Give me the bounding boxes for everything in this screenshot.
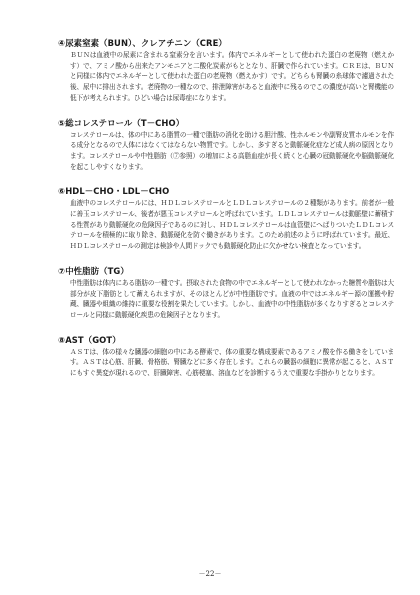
section-heading: ④尿素窒素（BUN）、クレアチニン（CRE）	[58, 38, 227, 48]
section-total-cholesterol	[58, 118, 394, 173]
section-heading: ⑧AST（GOT）	[58, 334, 121, 345]
section-heading: ⑦中性脂肪（TG）	[58, 265, 129, 276]
section-triglyceride	[58, 266, 394, 321]
section-body: 血液中のコレステロールには、ＨＤＬコレステロールとＬＤＬコレステロールの２種類があります。前者が一般に善玉コレステロール、後者が悪玉コレステロールと呼ばれています。ＬＤＬコレステロールは動脈壁に蓄積する性質があり動脈硬化の危険因子であるのに対し、ＨＤＬコレステロールは血管壁にへばりついたＬＤＬコレステロールを積極的に取り除き、動脈硬化を防ぐ働きがあります。このため前述のように呼ばれています。最近、ＨＤＬコレステロールの測定は検診や人間ドックでも動脈硬化防止に欠かせない検査となっています。	[70, 199, 394, 251]
section-hdl-ldl	[58, 186, 394, 252]
document-page	[58, 38, 394, 393]
page-number: －22－	[198, 570, 222, 578]
section-ast-got	[58, 335, 394, 379]
section-body: コレステロールは、体の中にある脂質の一種で脂肪の消化を助ける胆汁酸、性ホルモンや副腎皮質ホルモンを作る成分となるので人体にはなくてはならない物質です。しかし、多すぎると動脈硬化症など成人病の原因となります。コレステロールや中性脂肪（⑦参照）の増加による高脂血症が長く続くと心臓の冠動脈硬化や脳動脈硬化を起こしやすくなります。	[70, 130, 394, 171]
section-body: ＢＵＮは血液中の尿素に含まれる窒素分を言います。体内でエネルギーとして使われた蛋白の老廃物（燃えかす）で、アミノ酸から出来たアンモニアと二酸化炭素がもととなり、肝臓で作られています。ＣＲＥは、ＢＵＮと同様に体内でエネルギーとして使われた蛋白の老廃物（燃えかす）です。どちらも腎臓の糸球体で濾過された後、尿中に排出されます。老廃物の一種なので、排泄障害があると血液中に残るのでこの濃度が高いと腎機能の低下が考えられます。ひどい場合は尿毒症になります。	[70, 51, 394, 102]
section-heading: ⑥HDL－CHO・LDL－CHO	[58, 186, 170, 197]
section-body: 中性脂肪は体内にある脂肪の一種です。摂取された食物の中でエネルギーとして使われなかった糖質や脂肪は大部分が皮下脂肪として蓄えられますが、そのほとんどが中性脂肪です。血液の中ではエネルギー源の運搬や貯蔵、臓器や組織の維持に重要な役割を果たしています。しかし、血液中の中性脂肪が多くなりすぎるとコレステロールと同様に動脈硬化疾患の危険因子となります。	[70, 278, 394, 319]
section-body: ＡＳＴは、体の様々な臓器の細胞の中にある酵素で、体の重要な構成要素であるアミノ酸を作る働きをしています。ＡＳＴは心筋、肝臓、骨格筋、腎臓などに多く存在します。これらの臓器の細胞に異常が起こると、ＡＳＴにもすぐ異変が現れるので、肝臓障害、心筋梗塞、溶血などを診断するうえで重要な手掛かりとなります。	[70, 347, 394, 378]
section-heading: ⑤総コレステロール（T－CHO）	[58, 117, 185, 128]
section-bun-cre	[58, 38, 394, 104]
